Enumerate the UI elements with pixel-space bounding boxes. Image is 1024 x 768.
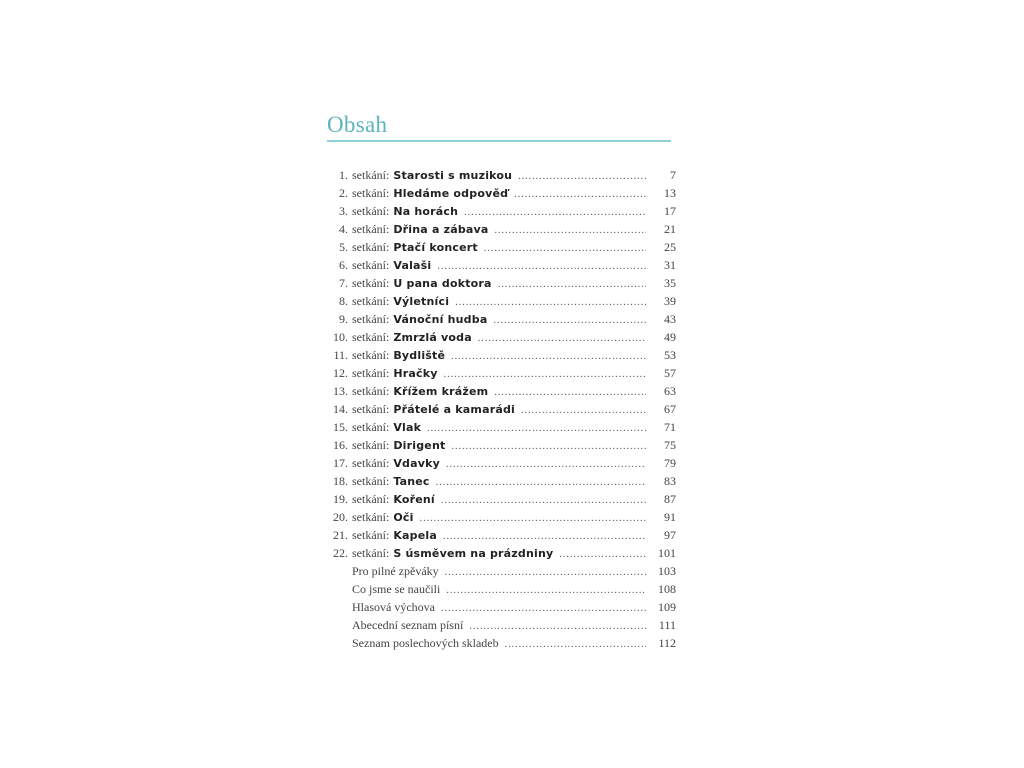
chapter-prefix: setkání: [352, 546, 390, 560]
dot-leader [446, 456, 646, 474]
appendix-title: Pro pilné zpěváky [352, 564, 439, 578]
chapter-prefix: setkání: [352, 204, 390, 218]
appendix-title: Abecední seznam písní [352, 618, 464, 632]
chapter-prefix: setkání: [352, 222, 390, 236]
toc-chapter-entry[interactable] [310, 184, 676, 202]
page-number: 71 [664, 420, 676, 434]
chapter-title: Dirigent [393, 439, 446, 452]
chapter-number: 13. [333, 384, 348, 398]
dot-leader [436, 474, 646, 492]
chapter-title: Zmrzlá voda [393, 331, 472, 344]
chapter-number: 3. [339, 204, 348, 218]
chapter-title: Dřina a zábava [393, 223, 489, 236]
chapter-title: Oči [393, 511, 414, 524]
dot-leader [444, 366, 646, 384]
page-number: 79 [664, 456, 676, 470]
chapter-number: 8. [339, 294, 348, 308]
page-number: 87 [664, 492, 676, 506]
page-number: 103 [658, 564, 676, 578]
toc-chapter-entry[interactable] [310, 220, 676, 238]
chapter-title: Vánoční hudba [393, 313, 488, 326]
toc-appendix-entry[interactable] [310, 562, 676, 580]
chapter-prefix: setkání: [352, 456, 390, 470]
dot-leader [451, 348, 646, 366]
dot-leader [521, 402, 646, 420]
chapter-prefix: setkání: [352, 294, 390, 308]
chapter-number: 6. [339, 258, 348, 272]
toc-chapter-entry[interactable] [310, 238, 676, 256]
dot-leader [484, 240, 646, 258]
chapter-number: 1. [339, 168, 348, 182]
dot-leader [498, 276, 646, 294]
toc-appendix-entry[interactable] [310, 634, 676, 652]
chapter-title: Valaši [393, 259, 432, 272]
chapter-title: Koření [393, 493, 435, 506]
chapter-prefix: setkání: [352, 528, 390, 542]
toc-chapter-entry[interactable] [310, 166, 676, 184]
dot-leader [455, 294, 646, 312]
toc-chapter-entry[interactable] [310, 544, 676, 562]
page-number: 109 [658, 600, 676, 614]
page-number: 97 [664, 528, 676, 542]
chapter-title: Tanec [393, 475, 430, 488]
dot-leader [437, 258, 646, 276]
chapter-title: Ptačí koncert [393, 241, 478, 254]
dot-leader [427, 420, 646, 438]
toc-chapter-entry[interactable] [310, 472, 676, 490]
chapter-prefix: setkání: [352, 276, 390, 290]
chapter-prefix: setkání: [352, 366, 390, 380]
page-number: 31 [664, 258, 676, 272]
chapter-prefix: setkání: [352, 402, 390, 416]
chapter-number: 14. [333, 402, 348, 416]
toc-chapter-entry[interactable] [310, 346, 676, 364]
toc-chapter-entry[interactable] [310, 202, 676, 220]
dot-leader [441, 600, 646, 618]
page-title: Obsah [327, 112, 388, 137]
appendix-title: Hlasová výchova [352, 600, 435, 614]
page-number: 13 [664, 186, 676, 200]
dot-leader [514, 186, 646, 204]
chapter-title: Hledáme odpověď [393, 187, 509, 200]
chapter-number: 22. [333, 546, 348, 560]
chapter-title: Křížem krážem [393, 385, 489, 398]
chapter-prefix: setkání: [352, 312, 390, 326]
dot-leader [464, 204, 646, 222]
toc-appendix-entry[interactable] [310, 580, 676, 598]
dot-leader [493, 312, 646, 330]
chapter-number: 20. [333, 510, 348, 524]
chapter-title: Na horách [393, 205, 459, 218]
chapter-number: 17. [333, 456, 348, 470]
dot-leader [445, 564, 646, 582]
chapter-title: Vdavky [393, 457, 440, 470]
chapter-prefix: setkání: [352, 510, 390, 524]
chapter-prefix: setkání: [352, 240, 390, 254]
chapter-prefix: setkání: [352, 492, 390, 506]
chapter-prefix: setkání: [352, 258, 390, 272]
page-number: 111 [658, 618, 676, 632]
toc-chapter-entry[interactable] [310, 274, 676, 292]
dot-leader [478, 330, 646, 348]
chapter-prefix: setkání: [352, 384, 390, 398]
page-number: 57 [664, 366, 676, 380]
dot-leader [518, 168, 646, 186]
toc-chapter-entry[interactable] [310, 382, 676, 400]
chapter-number: 21. [333, 528, 348, 542]
dot-leader [420, 510, 646, 528]
chapter-number: 18. [333, 474, 348, 488]
toc-chapter-entry[interactable] [310, 436, 676, 454]
chapter-title: S úsměvem na prázdniny [393, 547, 554, 560]
toc-chapter-entry[interactable] [310, 364, 676, 382]
chapter-title: Přátelé a kamarádi [393, 403, 515, 416]
page-number: 25 [664, 240, 676, 254]
chapter-prefix: setkání: [352, 330, 390, 344]
dot-leader [451, 438, 646, 456]
page-number: 53 [664, 348, 676, 362]
page-number: 39 [664, 294, 676, 308]
page-number: 91 [664, 510, 676, 524]
toc-appendix-entry[interactable] [310, 598, 676, 616]
chapter-number: 16. [333, 438, 348, 452]
chapter-title: Kapela [393, 529, 438, 542]
chapter-prefix: setkání: [352, 348, 390, 362]
page-number: 112 [658, 636, 676, 650]
page-number: 83 [664, 474, 676, 488]
dot-leader [495, 222, 646, 240]
toc-chapter-entry[interactable] [310, 310, 676, 328]
chapter-number: 19. [333, 492, 348, 506]
chapter-number: 11. [333, 348, 348, 362]
chapter-number: 15. [333, 420, 348, 434]
toc-chapter-entry[interactable] [310, 292, 676, 310]
page-number: 63 [664, 384, 676, 398]
title-underline [327, 140, 671, 142]
toc-chapter-entry[interactable] [310, 328, 676, 346]
chapter-number: 12. [333, 366, 348, 380]
chapter-prefix: setkání: [352, 420, 390, 434]
chapter-number: 4. [339, 222, 348, 236]
chapter-number: 2. [339, 186, 348, 200]
page-number: 43 [664, 312, 676, 326]
chapter-number: 5. [339, 240, 348, 254]
dot-leader [446, 582, 646, 600]
dot-leader [559, 546, 646, 564]
chapter-title: Starosti s muzikou [393, 169, 513, 182]
chapter-title: U pana doktora [393, 277, 492, 290]
dot-leader [441, 492, 646, 510]
chapter-prefix: setkání: [352, 186, 390, 200]
chapter-prefix: setkání: [352, 438, 390, 452]
page-number: 7 [670, 168, 676, 182]
toc-appendix-entry[interactable] [310, 616, 676, 634]
dot-leader [443, 528, 646, 546]
table-of-contents [310, 166, 676, 652]
page-number: 108 [658, 582, 676, 596]
appendix-title: Co jsme se naučili [352, 582, 441, 596]
chapter-number: 10. [333, 330, 348, 344]
toc-chapter-entry[interactable] [310, 454, 676, 472]
appendix-title: Seznam poslechových skladeb [352, 636, 499, 650]
page-number: 35 [664, 276, 676, 290]
chapter-number: 9. [339, 312, 348, 326]
page-number: 21 [664, 222, 676, 236]
chapter-title: Vlak [393, 421, 422, 434]
page-number: 101 [658, 546, 676, 560]
chapter-prefix: setkání: [352, 168, 390, 182]
chapter-title: Výletníci [393, 295, 450, 308]
chapter-title: Bydliště [393, 349, 446, 362]
page-number: 75 [664, 438, 676, 452]
chapter-prefix: setkání: [352, 474, 390, 488]
page-number: 49 [664, 330, 676, 344]
toc-chapter-entry[interactable] [310, 418, 676, 436]
chapter-number: 7. [339, 276, 348, 290]
dot-leader [494, 384, 646, 402]
toc-chapter-entry[interactable] [310, 508, 676, 526]
toc-chapter-entry[interactable] [310, 400, 676, 418]
toc-chapter-entry[interactable] [310, 526, 676, 544]
page-number: 17 [664, 204, 676, 218]
page-number: 67 [664, 402, 676, 416]
toc-chapter-entry[interactable] [310, 256, 676, 274]
chapter-title: Hračky [393, 367, 438, 380]
dot-leader [505, 636, 646, 654]
toc-chapter-entry[interactable] [310, 490, 676, 508]
